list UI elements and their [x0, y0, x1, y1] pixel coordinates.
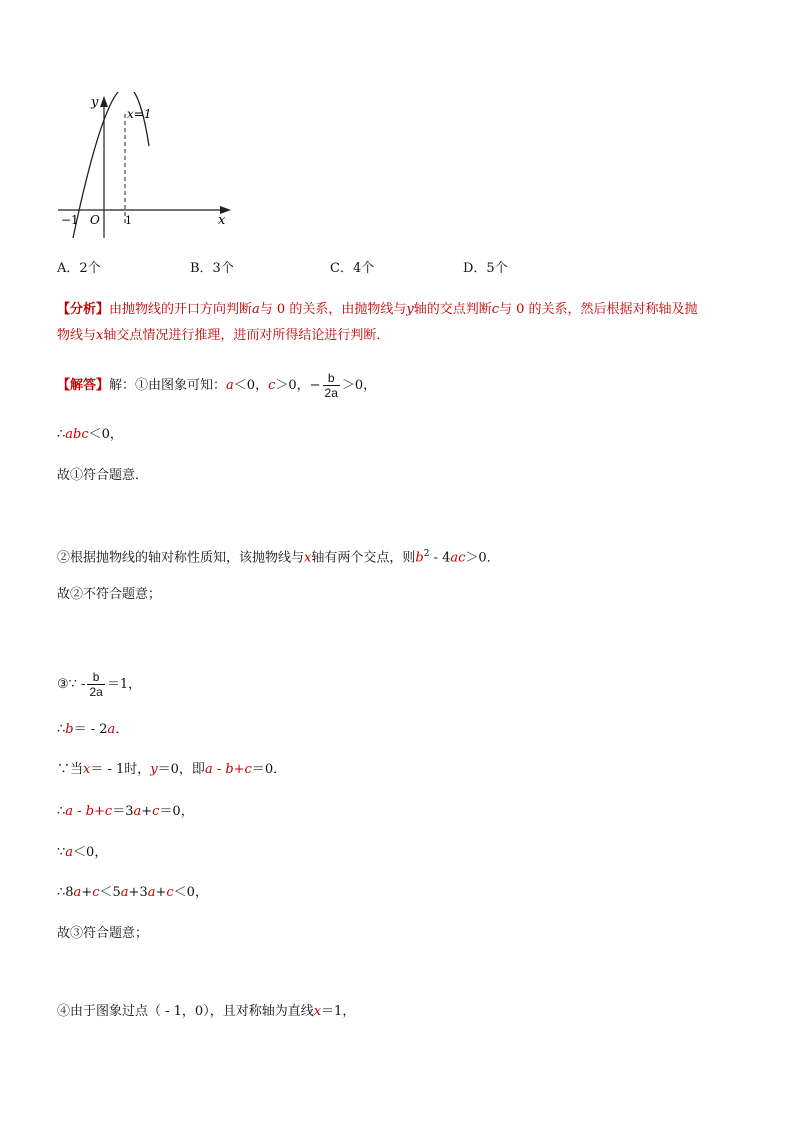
therefore-sign: ∴ [57, 722, 66, 737]
because-sign: ∵ [57, 845, 66, 860]
solution-text: ＝0，即 [157, 762, 205, 777]
fraction-numerator: b [327, 371, 335, 385]
var-c: c [268, 378, 276, 393]
solution-line-7 [57, 721, 128, 739]
solution-text: 轴有两个交点，则 [311, 550, 416, 566]
solution-text: ④由于图象过点（ - 1，0），且对称轴为直线 [57, 1004, 314, 1019]
solution-text: ＝0． [251, 762, 287, 777]
exponent: 2 [423, 549, 430, 559]
minus-sign: − [309, 378, 321, 393]
solution-text: ＝ - 2 [73, 722, 108, 737]
solution-text: ＜0， [233, 378, 269, 393]
solution-line-3: 故①符合题意． [57, 468, 149, 483]
option-a: A．2个 [57, 261, 101, 276]
solution-text: ＞0， [341, 378, 377, 393]
parabola-graph [55, 92, 245, 242]
plus-sign: + [141, 804, 153, 819]
solution-text: ＜0， [73, 845, 108, 860]
option-b: B．3个 [190, 261, 234, 276]
plus-sign: + [81, 885, 93, 900]
solution-line-1 [57, 371, 376, 400]
var-abc: abc [65, 427, 89, 442]
solution-text: ＝3 [112, 804, 134, 819]
solution-text: ＝1， [106, 677, 142, 692]
therefore-sign: ∴ [57, 804, 66, 819]
minus-one-label: −1 [61, 213, 79, 227]
solution-text: ＝ - 1时， [90, 762, 151, 777]
solution-line-9 [57, 803, 194, 821]
solution-line-11 [57, 884, 208, 902]
var-a: a [107, 722, 116, 737]
analysis-text: 轴的交点判断 [413, 302, 492, 317]
plus-sign: + [155, 885, 167, 900]
var-a: a [147, 885, 156, 900]
solution-text: ． [115, 722, 129, 737]
analysis-text: 与 0 的关系，然后根据对称轴及抛 [499, 302, 698, 317]
solution-line-10 [57, 844, 107, 862]
solution-line-6 [57, 670, 141, 699]
fraction-b-over-2a [87, 670, 104, 699]
one-label: 1 [125, 214, 132, 227]
therefore-sign: ∴ [57, 427, 66, 442]
analysis-line-1 [57, 301, 698, 319]
fraction-denominator: 2a [324, 386, 338, 400]
analysis-text: 物线与 [57, 328, 97, 343]
var-x: x [304, 550, 312, 566]
origin-label: O [90, 213, 100, 227]
var-y: y [406, 302, 414, 317]
var-c: c [92, 885, 100, 900]
var-b: b [65, 722, 74, 737]
var-a: a [65, 845, 74, 860]
symmetry-axis-label: x=1 [127, 107, 152, 121]
var-c: c [166, 885, 174, 900]
solution-line-13 [57, 1003, 355, 1021]
fraction-b-over-2a [323, 371, 340, 400]
var-a: a [73, 885, 82, 900]
solution-line-5: 故②不符合题意； [57, 587, 162, 602]
var-y: y [150, 762, 158, 777]
solution-text: ＝0， [159, 804, 194, 819]
fraction-numerator: b [92, 670, 100, 684]
because-sign: ∵当 [57, 762, 84, 777]
expression: a - b+c [204, 762, 252, 777]
var-a: a [120, 885, 129, 900]
var-a: a [133, 804, 142, 819]
y-axis-arrow [100, 96, 108, 107]
var-a: a [226, 378, 234, 393]
solution-tag: 【解答】 [57, 378, 110, 393]
var-x: x [96, 328, 104, 343]
var-c: c [491, 302, 499, 317]
solution-text: - 4 [429, 550, 451, 566]
analysis-text: 轴交点情况进行推理，进而对所得结论进行判断． [103, 328, 390, 343]
solution-text: ＞0． [465, 550, 500, 566]
solution-text: ＝1， [321, 1004, 356, 1019]
option-d: D．5个 [463, 261, 508, 276]
solution-text: ②根据抛物线的轴对称性质知，该抛物线与 [57, 550, 305, 566]
var-ac: ac [450, 550, 466, 566]
var-b: b [415, 550, 424, 566]
analysis-text: 与 0 的关系，由抛物线与 [259, 302, 407, 317]
option-c: C．4个 [330, 261, 375, 276]
y-axis-label: y [91, 95, 99, 110]
solution-text: +3 [128, 885, 148, 900]
solution-text: ＜5 [99, 885, 121, 900]
solution-text: ＜0， [88, 427, 123, 442]
solution-text: ＞0， [275, 378, 310, 393]
because-sign: ③∵ - [57, 677, 86, 692]
var-a: a [252, 302, 260, 317]
solution-line-4 [57, 545, 500, 567]
solution-line-2 [57, 426, 123, 444]
fraction-denominator: 2a [89, 685, 103, 699]
analysis-line-2 [57, 327, 389, 345]
var-x: x [313, 1004, 322, 1019]
var-x: x [83, 762, 91, 777]
analysis-tag: 【分析】 [57, 302, 110, 317]
therefore-sign: ∴8 [57, 885, 74, 900]
solution-line-8 [57, 761, 286, 779]
expression: a - b+c [65, 804, 113, 819]
solution-text: 解：①由图象可知： [109, 378, 227, 393]
var-c: c [152, 804, 160, 819]
solution-text: ＜0， [173, 885, 208, 900]
x-axis-label: x [218, 213, 226, 228]
solution-line-12: 故③符合题意； [57, 926, 149, 941]
analysis-text: 由抛物线的开口方向判断 [109, 302, 253, 317]
